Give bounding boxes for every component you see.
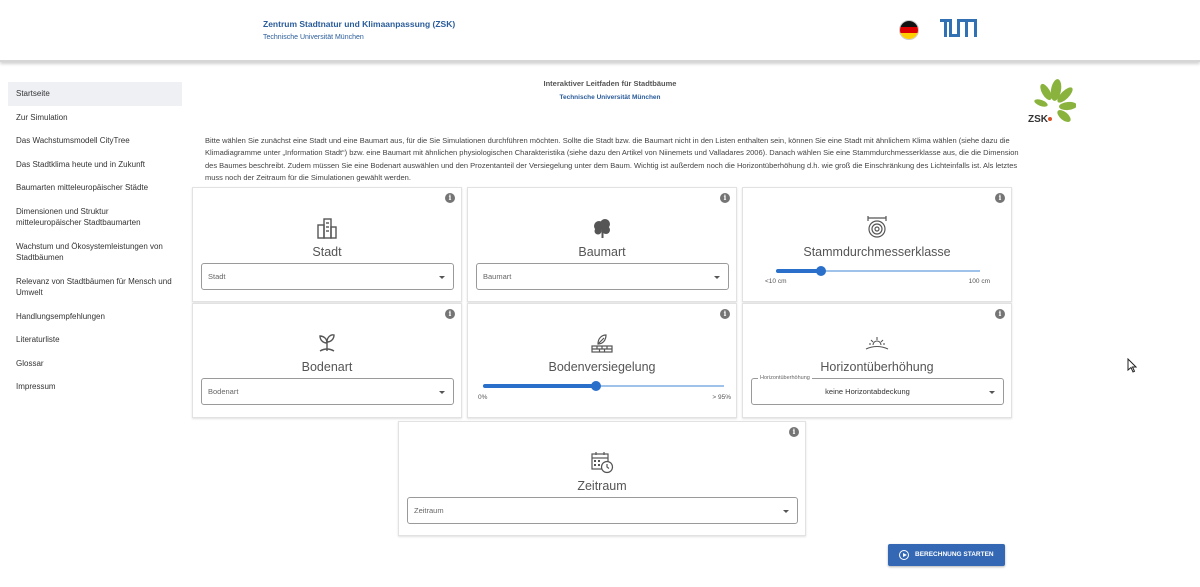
stadt-select-placeholder: Stadt	[208, 272, 226, 281]
slider-max-label: > 95%	[712, 394, 731, 401]
sidebar-item-wachstumsmodell[interactable]: Das Wachstumsmodell CityTree	[16, 136, 130, 145]
horizont-card	[742, 303, 1012, 418]
sidebar-item-stadtklima[interactable]: Das Stadtklima heute und in Zukunft	[16, 159, 145, 169]
sidebar-item-dimensionen[interactable]: Dimensionen und Struktur mitteleuropäischer Stadtbaumarten	[16, 206, 141, 227]
sidebar-item-startseite[interactable]: Startseite	[8, 82, 182, 106]
page-title-block	[460, 79, 760, 101]
page-title: Interaktiver Leitfaden für Stadtbäume	[543, 79, 677, 88]
slider-min-label: <10 cm	[765, 278, 787, 285]
stadt-label: Stadt	[312, 245, 342, 259]
slider-thumb[interactable]	[591, 381, 601, 391]
svg-text:ZSK: ZSK	[1028, 114, 1048, 125]
chevron-down-icon	[439, 391, 445, 394]
chevron-down-icon	[783, 510, 789, 513]
slider-max-label: 100 cm	[968, 278, 990, 285]
paved-ground-icon	[590, 330, 614, 354]
org-name[interactable]: Zentrum Stadtnatur und Klimaanpassung (ZSK)	[263, 19, 456, 29]
city-icon	[315, 216, 339, 240]
slider-thumb[interactable]	[816, 266, 826, 276]
slider-track	[483, 384, 596, 388]
bodenart-card	[192, 303, 462, 418]
info-icon[interactable]: i	[995, 193, 1005, 203]
info-icon[interactable]: i	[720, 193, 730, 203]
sidebar-item-glossar[interactable]: Glossar	[16, 358, 44, 368]
horizont-label: Horizontüberhöhung	[820, 360, 934, 374]
baumart-select[interactable]	[476, 263, 729, 290]
bodenart-label: Bodenart	[301, 360, 353, 374]
bodenversiegelung-slider[interactable]	[483, 380, 724, 392]
header-bar	[0, 0, 1200, 62]
info-icon[interactable]: i	[445, 193, 455, 203]
zeitraum-label: Zeitraum	[577, 479, 627, 493]
zeitraum-select-placeholder: Zeitraum	[414, 506, 444, 515]
trunk-diameter-icon	[865, 215, 889, 239]
sidebar-nav	[8, 82, 182, 399]
sidebar-item-zur-simulation[interactable]: Zur Simulation	[16, 112, 68, 122]
horizont-select[interactable]	[751, 375, 1004, 405]
bodenart-select-placeholder: Bodenart	[208, 387, 239, 396]
info-icon[interactable]: i	[789, 427, 799, 437]
chevron-down-icon	[989, 391, 995, 394]
baumart-select-placeholder: Baumart	[483, 272, 512, 281]
german-flag-icon[interactable]	[899, 20, 919, 40]
page-subtitle: Technische Universität München	[559, 94, 661, 101]
bodenversiegelung-label: Bodenversiegelung	[548, 360, 656, 374]
stammdurchmesser-slider[interactable]	[776, 265, 980, 277]
zeitraum-card	[398, 421, 806, 536]
baumart-label: Baumart	[578, 245, 626, 259]
stammdurchmesser-card	[742, 187, 1012, 302]
zsk-logo-icon	[1026, 78, 1076, 128]
horizont-select-value: keine Horizontabdeckung	[825, 387, 910, 396]
sidebar-item-handlungsempfehlungen[interactable]: Handlungsempfehlungen	[16, 311, 105, 321]
info-icon[interactable]: i	[720, 309, 730, 319]
tum-logo-icon[interactable]	[940, 19, 978, 37]
sprout-icon	[315, 331, 339, 355]
chevron-down-icon	[439, 276, 445, 279]
sidebar-item-relevanz[interactable]: Relevanz von Stadtbäumen für Mensch und Umwelt	[16, 276, 172, 297]
zeitraum-select[interactable]	[407, 497, 798, 524]
calendar-clock-icon	[590, 450, 614, 474]
tree-icon	[590, 216, 614, 240]
stadt-select[interactable]	[201, 263, 454, 290]
sidebar-item-literaturliste[interactable]: Literaturliste	[16, 335, 60, 344]
sunrise-horizon-icon	[865, 331, 889, 355]
mouse-cursor-icon	[1127, 358, 1137, 373]
sidebar-item-wachstum[interactable]: Wachstum und Ökosystemleistungen von Stadtbäumen	[16, 241, 163, 262]
baumart-card	[467, 187, 737, 302]
sidebar-item-baumarten[interactable]: Baumarten mitteleuropäischer Städte	[16, 183, 149, 192]
info-icon[interactable]: i	[445, 309, 455, 319]
slider-track	[776, 269, 821, 273]
sidebar-item-impressum[interactable]: Impressum	[16, 382, 56, 391]
slider-min-label: 0%	[478, 394, 488, 401]
play-circle-icon	[899, 550, 909, 560]
stadt-card	[192, 187, 462, 302]
start-calculation-button[interactable]	[888, 544, 1005, 566]
start-button-label: BERECHNUNG STARTEN	[915, 551, 994, 558]
university-name[interactable]: Technische Universität München	[263, 34, 364, 41]
horizont-field-label: Horizontüberhöhung	[760, 375, 810, 381]
stammdurchmesser-label: Stammdurchmesserklasse	[803, 245, 951, 259]
chevron-down-icon	[714, 276, 720, 279]
bodenversiegelung-card	[467, 303, 737, 418]
intro-text: Bitte wählen Sie zunächst eine Stadt und eine Baumart aus, für die Sie Simulationen durchführen möchten. Sollte die Stadt bzw. die Baumart nicht in den Listen enthalten sein, können Sie eine Stadt mit ähnlichem Klima wählen (siehe dazu die Klimadiagramme unter „Information Stadt“) bzw. eine Baumart mit ähnlichen physiologischen Charakteristika (siehe dazu den Artikel von Niinemets und Valladares 2006). Danach wählen Sie eine Stammdurchmesserklasse aus, die die Dimension des Baumes beschreibt. Zudem müssen Sie eine Bodenart auswählen und den Prozentanteil der Versiegelung unter dem Baum. Wichtig ist außerdem noch die Horizontüberhöhung d.h. wie groß die Einschränkung des Lichteinfalls ist. Als letztes muss noch der Zeitraum für die Simulationen gewählt werden.	[205, 136, 1019, 182]
info-icon[interactable]: i	[995, 309, 1005, 319]
bodenart-select[interactable]	[201, 378, 454, 405]
